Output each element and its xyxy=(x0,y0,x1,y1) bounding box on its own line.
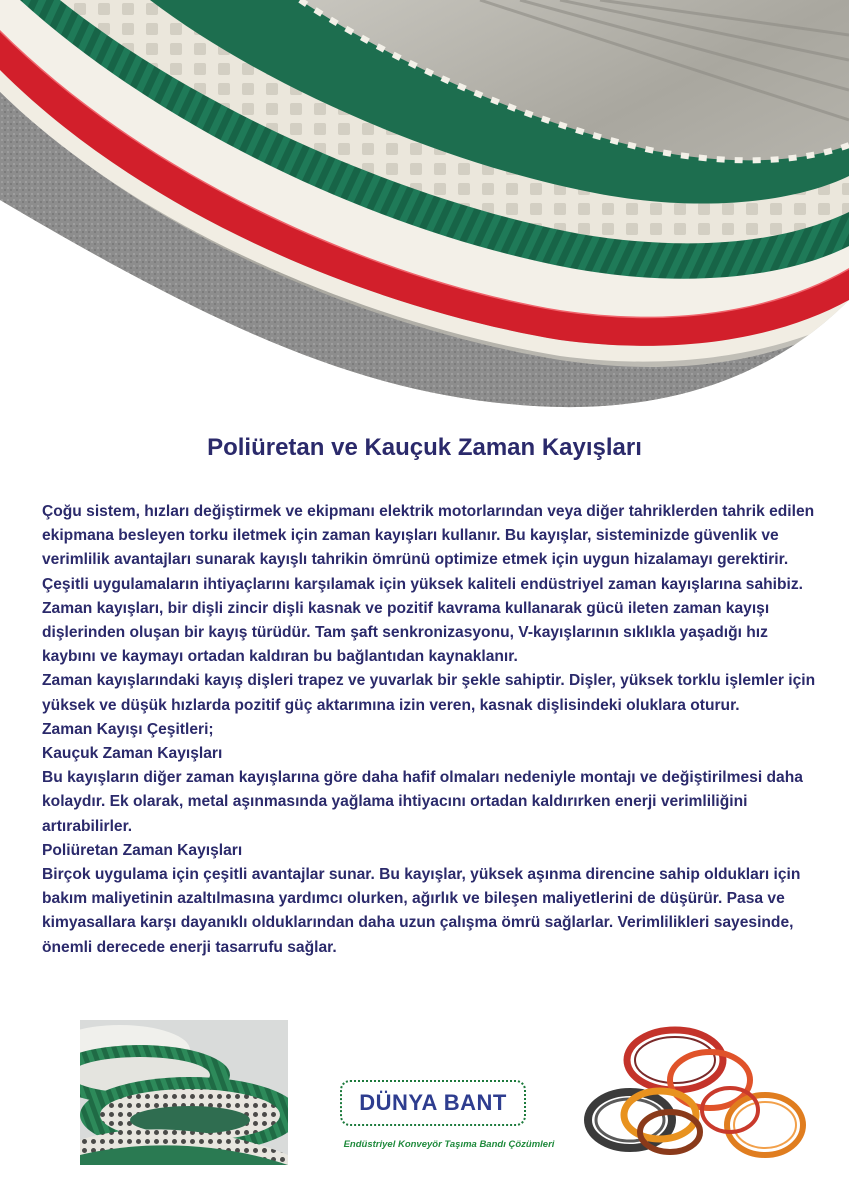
article-body xyxy=(42,500,822,960)
heading-polyurethane: Poliüretan Zaman Kayışları xyxy=(42,841,243,859)
heading-rubber: Kauçuk Zaman Kayışları xyxy=(42,745,223,763)
logo-tagline: Endüstriyel Konveyör Taşıma Bandı Çözümleri xyxy=(343,1139,555,1150)
paragraph-definition: Zaman kayışları, bir dişli zincir dişli kasnak ve pozitif kavrama kullanarak gücü ileten zaman kayışı dişlerinden oluşan bir kayış türüdür. Tam şaft senkronizasyonu, V-kayışlarının sıklıkla yaşadığı hız kaybını ve kaymayı ortadan kaldıran bu bağlantıdan kaynaklanır. xyxy=(42,599,770,666)
timing-belts-photo xyxy=(80,1020,288,1165)
round-belts-photo xyxy=(580,1020,830,1170)
paragraph-rubber: Bu kayışların diğer zaman kayışlarına göre daha hafif olmaları nedeniyle montajı ve değiştirilmesi daha kolaydır. Ek olarak, metal aşınmasında yağlama ihtiyacını ortadan kaldırırken enerji verimliliğini artırabilirler. xyxy=(42,769,803,835)
page-title: Poliüretan ve Kauçuk Zaman Kayışları xyxy=(207,434,642,461)
dunya-bant-logo xyxy=(318,1075,580,1155)
paragraph-intro: Çoğu sistem, hızları değiştirmek ve ekipmanı elektrik motorlarından veya diğer tahriklerden tahrik edilen ekipmana besleyen torku iletmek için zaman kayışları kullanır. Bu kayışlar, sisteminizde güvenlik ve verimlilik avantajları sunarak kayışlı tahrikin ömrünü optimize etmek için uygun hizalamayı gerektirir. Çeşitli uygulamaların ihtiyaçlarını karşılamak için yüksek kaliteli endüstriyel zaman kayışlarına sahibiz. xyxy=(42,503,815,593)
hero-belts-image xyxy=(0,0,849,420)
paragraph-polyurethane: Birçok uygulama için çeşitli avantajlar sunar. Bu kayışlar, yüksek aşınma direncine sahip oldukları için bakım maliyetinin azaltılmasına yardımcı olurken, ağırlık ve bileşen maliyetlerini de düşürür. Pasa ve kimyasallara karşı dayanıklı olduklarından daha uzun çalışma ömrü sağlarlar. Verimlilikleri sayesinde, önemli derecede enerji tasarrufu sağlar. xyxy=(42,866,801,956)
paragraph-teeth: Zaman kayışlarındaki kayış dişleri trapez ve yuvarlak bir şekle sahiptir. Dişler, yüksek torklu işlemler için yüksek ve düşük hızlarda pozitif güç aktarımına izin veren, kasnak dişlisindeki oluklara oturur. xyxy=(42,672,816,714)
heading-types: Zaman Kayışı Çeşitleri; xyxy=(42,720,214,738)
logo-name: DÜNYA BANT xyxy=(359,1090,507,1115)
